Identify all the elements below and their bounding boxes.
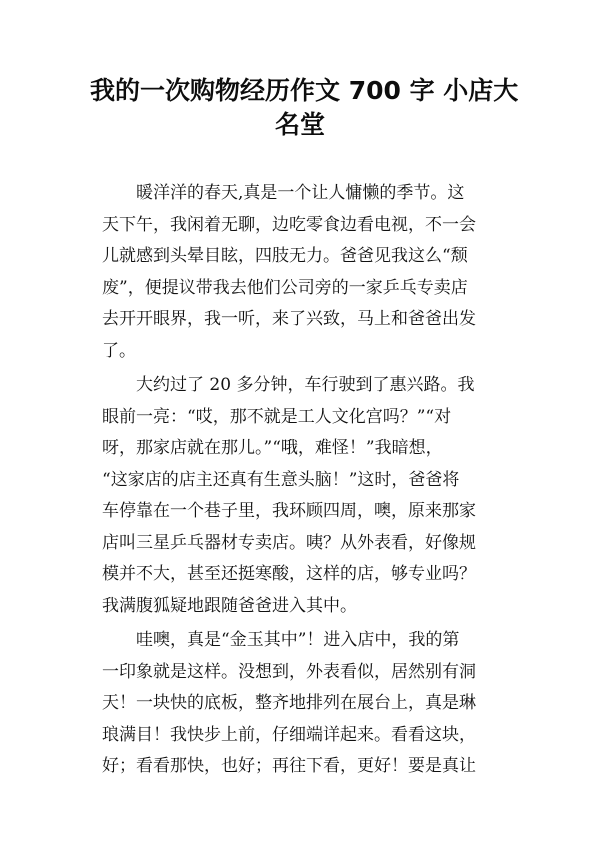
- text-line: 废”，便提议带我去他们公司旁的一家乒乓专卖店: [102, 277, 468, 298]
- paragraph-3: [102, 625, 502, 783]
- document-title: [90, 74, 519, 142]
- text-line: 好；看看那快，也好；再往下看，更好！要是真让: [102, 756, 476, 776]
- text-line: “这家店的店主还真有生意头脑！”这时，爸爸将: [102, 469, 460, 490]
- text-line: 店叫三星乒乓器材专卖店。咦？从外表看，好像规: [102, 532, 476, 553]
- text-line: 天下午，我闲着无聊，边吃零食边看电视，不一会: [102, 214, 476, 235]
- text-line: 车停靠在一个巷子里，我环顾四周，噢，原来那家: [102, 501, 476, 521]
- text-line: 模并不大，甚至还挺寒酸，这样的店，够专业吗？: [102, 564, 476, 584]
- text-line: 眼前一亮：“哎，那不就是工人文化宫吗？”“对: [102, 406, 452, 427]
- title-line: 我的一次购物经历作文 700 字 小店大: [90, 76, 519, 105]
- text-line: 一印象就是这样。没想到，外表看似，居然别有洞: [102, 661, 476, 682]
- text-line: 暖洋洋的春天,真是一个让人慵懒的季节。这: [102, 183, 465, 203]
- text-line: 哇噢，真是“金玉其中”！进入店中，我的第: [102, 630, 460, 650]
- text-line: 我满腹狐疑地跟随爸爸进入其中。: [102, 595, 357, 616]
- text-line: 琅满目！我快步上前，仔细端详起来。看看这块，: [102, 724, 476, 745]
- paragraph-2: [102, 370, 502, 622]
- document-body: [102, 178, 502, 786]
- text-line: 了。: [102, 340, 136, 361]
- paragraph-1: [102, 178, 502, 367]
- text-line: 儿就感到头晕目眩，四肢无力。爸爸见我这么“颓: [102, 246, 468, 266]
- text-line: 去开开眼界，我一听，来了兴致，马上和爸爸出发: [102, 309, 476, 329]
- title-line: 名堂: [274, 110, 325, 139]
- text-line: 大约过了 20 多分钟，车行驶到了惠兴路。我: [102, 375, 475, 395]
- text-line: 天！一块快的底板，整齐地排列在展台上，真是琳: [102, 693, 476, 713]
- text-line: 呀，那家店就在那儿。”“哦，难怪！”我暗想，: [102, 438, 443, 458]
